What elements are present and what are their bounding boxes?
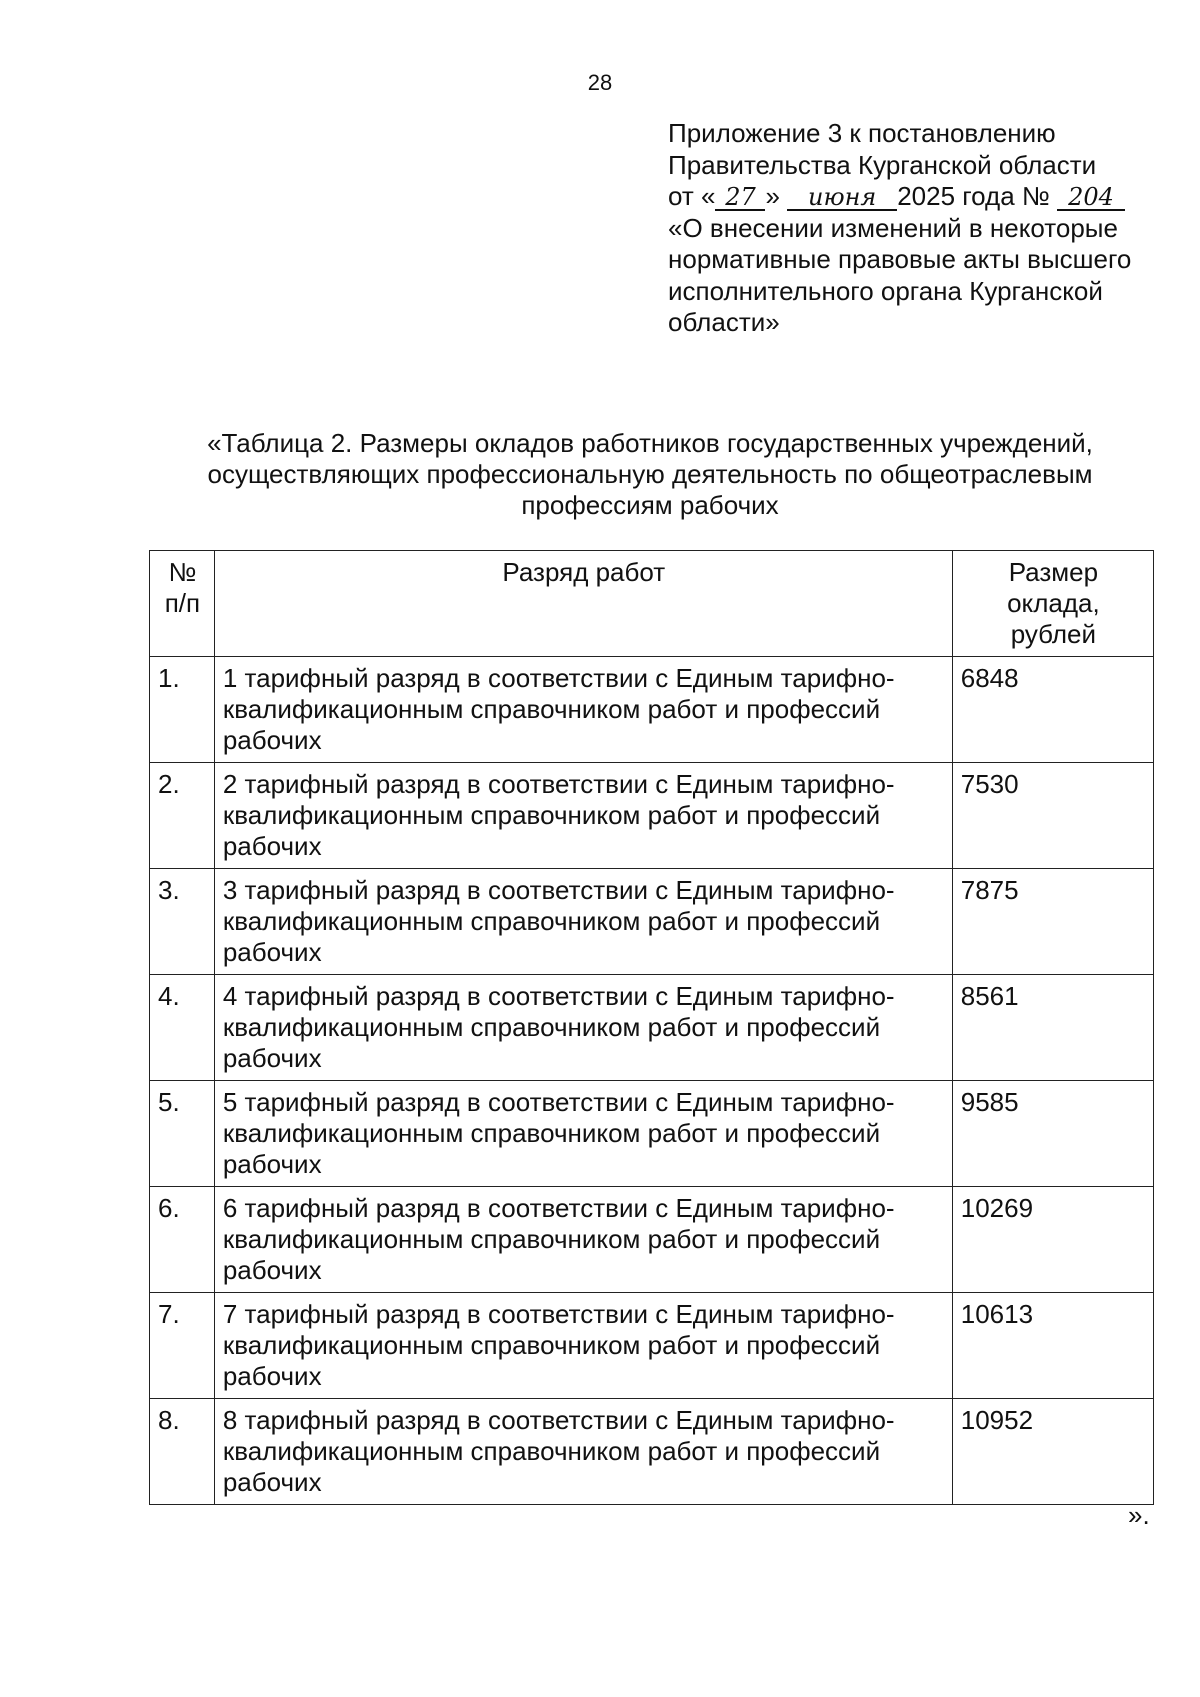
row-salary: 7875 <box>952 869 1153 975</box>
row-num: 7. <box>150 1293 215 1399</box>
table-row <box>150 1293 1154 1399</box>
table-title-line-3: профессиям рабочих <box>521 490 779 520</box>
row-salary: 6848 <box>952 657 1153 763</box>
header-num <box>150 551 215 657</box>
row-salary: 7530 <box>952 763 1153 869</box>
page-number: 28 <box>587 70 613 95</box>
appendix-line-6: исполнительного органа Курганской <box>668 275 1103 306</box>
header-num-line-1: № <box>168 557 197 587</box>
table-row <box>150 975 1154 1081</box>
header-salary <box>952 551 1153 657</box>
row-name: 7 тарифный разряд в соответствии с Единым тарифно-квалификационным справочником работ и профессий рабочих <box>214 1293 952 1399</box>
row-num: 8. <box>150 1399 215 1505</box>
row-num: 6. <box>150 1187 215 1293</box>
appendix-block <box>668 118 1188 339</box>
row-salary: 9585 <box>952 1081 1153 1187</box>
row-name: 4 тарифный разряд в соответствии с Единым тарифно-квалификационным справочником работ и профессий рабочих <box>214 975 952 1081</box>
table-row <box>150 1399 1154 1505</box>
row-name: 1 тарифный разряд в соответствии с Единым тарифно-квалификационным справочником работ и профессий рабочих <box>214 657 952 763</box>
appendix-date-line <box>668 181 1188 213</box>
row-num: 1. <box>150 657 215 763</box>
appendix-line-4: «О внесении изменений в некоторые <box>668 212 1118 243</box>
salary-table <box>149 550 1154 1505</box>
row-name: 3 тарифный разряд в соответствии с Единым тарифно-квалификационным справочником работ и профессий рабочих <box>214 869 952 975</box>
table-row <box>150 657 1154 763</box>
table-title-line-2: осуществляющих профессиональную деятельность по общеотраслевым <box>207 459 1093 489</box>
row-name: 6 тарифный разряд в соответствии с Единым тарифно-квалификационным справочником работ и профессий рабочих <box>214 1187 952 1293</box>
row-num: 3. <box>150 869 215 975</box>
row-salary: 10613 <box>952 1293 1153 1399</box>
handwritten-day: 27 <box>715 185 765 211</box>
appendix-line-7: области» <box>668 307 780 337</box>
table-row <box>150 763 1154 869</box>
header-salary-line-1: Размер <box>1008 557 1099 587</box>
table-row <box>150 1187 1154 1293</box>
handwritten-number: 204 <box>1057 185 1125 211</box>
row-num: 5. <box>150 1081 215 1187</box>
table-header-row <box>150 551 1154 657</box>
row-salary: 10952 <box>952 1399 1153 1505</box>
year-text: 2025 года № <box>897 181 1050 211</box>
appendix-line-2: Правительства Курганской области <box>668 149 1097 180</box>
header-salary-line-2: оклада, <box>1007 588 1100 618</box>
table-row <box>150 1081 1154 1187</box>
header-salary-line-3: рублей <box>1010 619 1097 649</box>
handwritten-month: июня <box>787 185 897 211</box>
row-name: 2 тарифный разряд в соответствии с Единым тарифно-квалификационным справочником работ и профессий рабочих <box>214 763 952 869</box>
row-salary: 10269 <box>952 1187 1153 1293</box>
row-num: 2. <box>150 763 215 869</box>
closing-quote-mark: ». <box>1128 1500 1150 1530</box>
date-prefix: от « <box>668 181 716 211</box>
row-salary: 8561 <box>952 975 1153 1081</box>
header-num-line-2: п/п <box>164 588 201 618</box>
table-title <box>150 428 1150 521</box>
row-name: 8 тарифный разряд в соответствии с Единым тарифно-квалификационным справочником работ и профессий рабочих <box>214 1399 952 1505</box>
date-mid: » <box>765 181 780 211</box>
appendix-line-5: нормативные правовые акты высшего <box>668 244 1132 274</box>
table-row <box>150 869 1154 975</box>
table-title-line-1: «Таблица 2. Размеры окладов работников государственных учреждений, <box>207 428 1093 458</box>
header-name: Разряд работ <box>214 551 952 657</box>
row-name: 5 тарифный разряд в соответствии с Единым тарифно-квалификационным справочником работ и профессий рабочих <box>214 1081 952 1187</box>
appendix-line-1: Приложение 3 к постановлению <box>668 118 1056 148</box>
row-num: 4. <box>150 975 215 1081</box>
